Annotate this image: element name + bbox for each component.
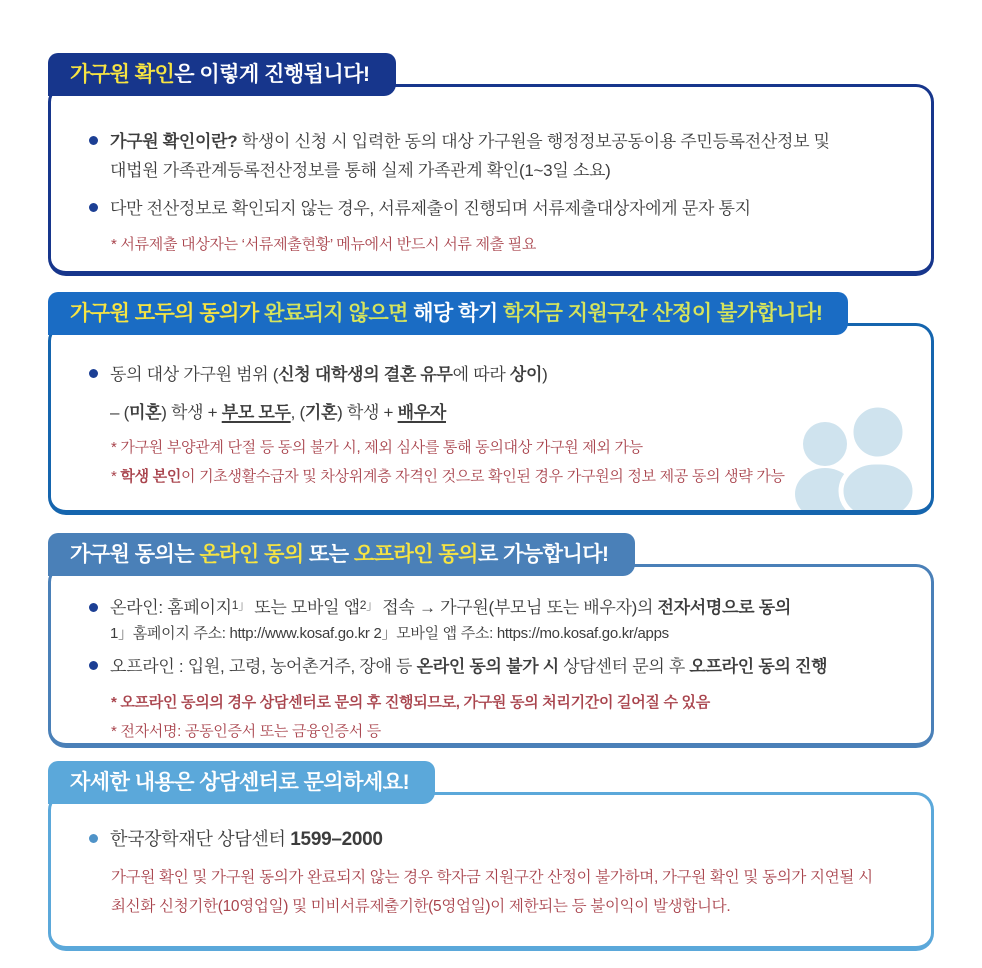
section-verification-process bbox=[48, 53, 934, 276]
header-text: 자세한 내용은 상담센터로 문의하세요! bbox=[70, 771, 410, 794]
text-run: * bbox=[111, 468, 121, 485]
red-note: * 서류제출 대상자는 ‘서류제출현황’ 메뉴에서 반드시 서류 제출 필요 bbox=[111, 236, 537, 253]
header-highlight: 학자금 지원구간 산정이 불가합니다! bbox=[503, 302, 823, 325]
text-run-underline: 부모 모두 bbox=[221, 403, 291, 422]
header-highlight: 가구원 확인 bbox=[70, 63, 175, 86]
text-run: 오프라인 : 입원, 고령, 농어촌거주, 장애 등 bbox=[110, 657, 417, 676]
text-run: 접속 → 가구원(부모님 또는 배우자)의 bbox=[377, 598, 658, 617]
bullet-text bbox=[110, 825, 383, 854]
bullet-text: 다만 전산정보로 확인되지 않는 경우, 서류제출이 진행되며 서류제출대상자에게 문자 통지 bbox=[110, 199, 751, 218]
text-run: ) bbox=[542, 365, 548, 384]
text-run-bold: 상이 bbox=[509, 365, 543, 384]
text-run: 한국장학재단 상담센터 bbox=[110, 829, 291, 849]
text-run-bold: 오프라인 동의 진행 bbox=[689, 657, 828, 676]
section-consent-methods bbox=[48, 533, 934, 748]
section4-body-box bbox=[48, 792, 934, 951]
bullet-item bbox=[87, 360, 903, 389]
bullet-item bbox=[87, 194, 903, 223]
text-run: – ( bbox=[110, 403, 129, 422]
header-highlight: 오프라인 동의 bbox=[353, 543, 478, 566]
text-run: 온라인: 홈페이지 bbox=[110, 598, 232, 617]
footnote-mark: 1」 bbox=[231, 598, 250, 612]
text-run: 이 기초생활수급자 및 차상위계층 자격인 것으로 확인된 경우 가구원의 정보 제공 동의 생략 가능 bbox=[181, 468, 785, 485]
header-highlight: 온라인 동의 bbox=[199, 543, 304, 566]
text-run-bold: 가구원 확인이란? bbox=[110, 132, 238, 151]
text-run-bold: 학생 본인 bbox=[120, 468, 182, 485]
text-run: 동의 대상 가구원 범위 ( bbox=[110, 365, 279, 384]
text-run: , ( bbox=[290, 403, 305, 422]
red-note: * 가구원 부양관계 단절 등 동의 불가 시, 제외 심사를 통해 동의대상 가구원 제외 가능 bbox=[111, 439, 643, 456]
bullet-text bbox=[110, 360, 548, 389]
text-run: 상담센터 문의 후 bbox=[558, 657, 690, 676]
text-run-bold: 기혼 bbox=[304, 403, 338, 422]
text-run-bold: 온라인 동의 불가 시 bbox=[416, 657, 559, 676]
bullet-icon bbox=[89, 136, 98, 145]
phone-number: 1599–2000 bbox=[290, 829, 383, 850]
bullet-text bbox=[110, 591, 791, 646]
text-run: 또는 모바일 앱 bbox=[249, 598, 360, 617]
section3-header-badge bbox=[48, 533, 635, 576]
section-contact-center bbox=[48, 761, 934, 951]
header-highlight: 가구원 모두의 동의가 bbox=[70, 302, 265, 325]
text-run-bold: 신청 대학생의 결혼 유무 bbox=[278, 365, 453, 384]
text-run: 에 따라 bbox=[452, 365, 510, 384]
bullet-icon bbox=[89, 203, 98, 212]
bullet-item bbox=[87, 825, 903, 854]
bullet-icon bbox=[89, 369, 98, 378]
family-silhouette-icon bbox=[783, 402, 923, 510]
text-run-bold: 전자서명으로 동의 bbox=[657, 598, 791, 617]
bullet-item bbox=[87, 127, 903, 185]
header-text: 은 이렇게 진행됩니다! bbox=[174, 63, 370, 86]
header-text: 해당 학기 bbox=[407, 302, 504, 325]
text-line: 가구원 확인 및 가구원 동의가 완료되지 않는 경우 학자금 지원구간 산정이 불가하며, 가구원 확인 및 동의가 지연될 시 bbox=[111, 869, 873, 886]
bullet-text bbox=[110, 652, 827, 681]
section1-body-box bbox=[48, 84, 934, 276]
header-highlight: 완료되지 않으면 bbox=[264, 302, 408, 325]
section2-header-badge bbox=[48, 292, 848, 335]
header-text: 가구원 동의는 bbox=[70, 543, 200, 566]
text-run-underline: 배우자 bbox=[397, 403, 446, 422]
footnote-mark: 2」 bbox=[359, 598, 378, 612]
bullet-icon bbox=[89, 661, 98, 670]
text-run: ) 학생 + bbox=[161, 403, 222, 422]
text-line: 대법원 가족관계등록전산정보를 통해 실제 가족관계 확인(1~3일 소요) bbox=[110, 161, 611, 180]
header-text: 또는 bbox=[303, 543, 354, 566]
section4-header-badge bbox=[48, 761, 435, 804]
section3-body-box bbox=[48, 564, 934, 748]
header-text: 로 가능합니다! bbox=[477, 543, 609, 566]
url-line: 1」홈페이지 주소: http://www.kosaf.go.kr 2」모바일 앱 주소: https://mo.kosaf.go.kr/apps bbox=[110, 625, 669, 642]
bullet-icon bbox=[89, 834, 98, 843]
section2-body-box bbox=[48, 323, 934, 515]
bullet-text bbox=[110, 127, 830, 185]
text-line bbox=[110, 127, 830, 156]
text-line: 최신화 신청기한(10영업일) 및 미비서류제출기한(5영업일)이 제한되는 등 불이익이 발생합니다. bbox=[111, 898, 731, 915]
warning-paragraph bbox=[111, 863, 903, 921]
bullet-icon bbox=[89, 603, 98, 612]
text-line bbox=[110, 591, 791, 622]
red-note: * 전자서명: 공동인증서 또는 금융인증서 등 bbox=[111, 723, 381, 740]
text-run: 학생이 신청 시 입력한 동의 대상 가구원을 행정정보공동이용 주민등록전산정보 및 bbox=[237, 132, 830, 151]
text-run: ) 학생 + bbox=[337, 403, 398, 422]
bullet-item bbox=[87, 591, 909, 646]
red-note: * 오프라인 동의의 경우 상담센터로 문의 후 진행되므로, 가구원 동의 처리기간이 길어질 수 있음 bbox=[111, 694, 710, 711]
section1-header-badge bbox=[48, 53, 396, 96]
text-run-bold: 미혼 bbox=[128, 403, 162, 422]
bullet-item bbox=[87, 652, 909, 681]
section-consent-required bbox=[48, 292, 934, 515]
